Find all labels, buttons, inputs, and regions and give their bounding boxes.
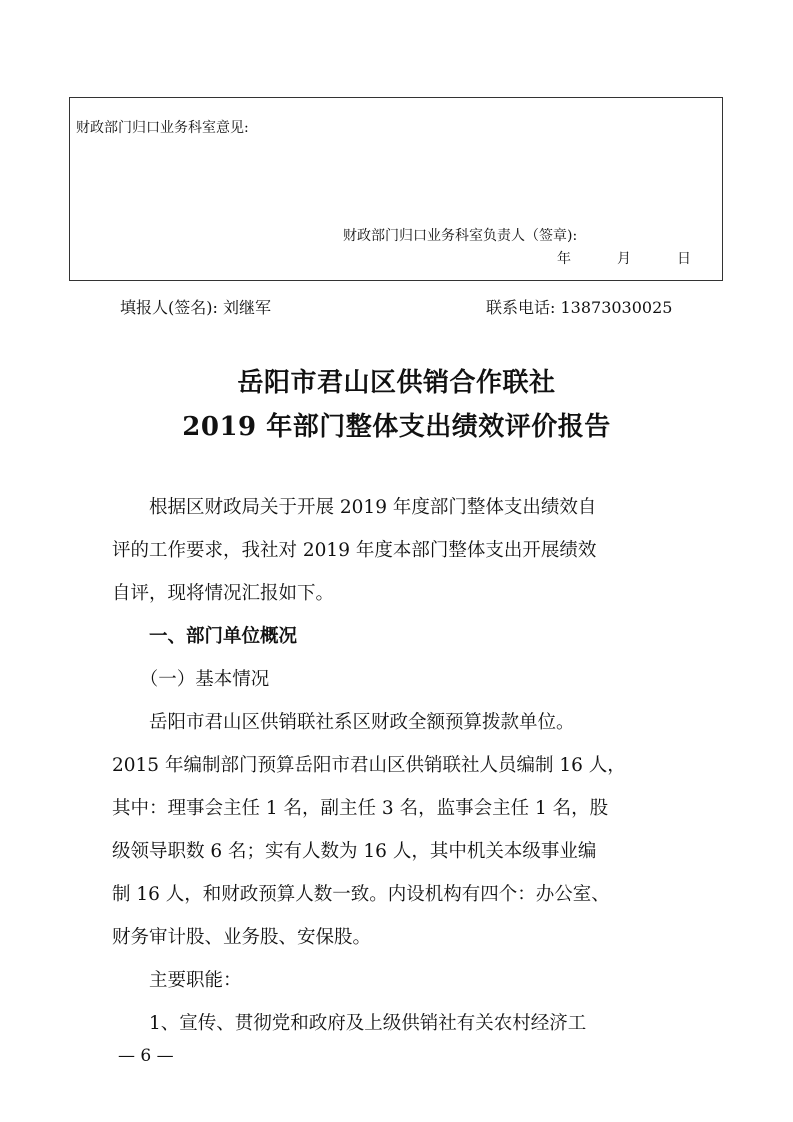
contact-phone: 联系电话: 13873030025 — [486, 298, 673, 317]
section-heading: 一、部门单位概况 — [112, 626, 298, 647]
date-day: 日 — [677, 251, 691, 267]
subsection-heading: （一）基本情况 — [112, 669, 270, 690]
report-title-line-2: 2019 年部门整体支出绩效评价报告 — [182, 412, 611, 442]
signature-label: 财政部门归口业务科室负责人（签章): — [343, 228, 578, 244]
body-line: 2015 年编制部门预算岳阳市君山区供销联社人员编制 16 人， — [112, 755, 626, 776]
approval-box — [69, 97, 723, 281]
body-line: 1、宣传、贯彻党和政府及上级供销社有关农村经济工 — [112, 1013, 587, 1034]
filler-signature: 填报人(签名): 刘继军 — [120, 298, 271, 317]
body-line: 评的工作要求，我社对 2019 年度本部门整体支出开展绩效 — [112, 540, 597, 561]
date-year: 年 — [557, 251, 571, 267]
date-line — [557, 248, 691, 268]
body-line: 主要职能： — [112, 970, 242, 991]
body-line: 岳阳市君山区供销联社系区财政全额预算拨款单位。 — [112, 712, 575, 733]
body-line: 自评，现将情况汇报如下。 — [112, 583, 335, 604]
body-line: 其中：理事会主任 1 名，副主任 3 名，监事会主任 1 名，股 — [112, 798, 609, 819]
body-line: 制 16 人，和财政预算人数一致。内设机构有四个：办公室、 — [112, 884, 610, 905]
body-line: 财务审计股、业务股、安保股。 — [112, 927, 372, 948]
body-line: 级领导职数 6 名；实有人数为 16 人，其中机关本级事业编 — [112, 841, 597, 862]
report-title-line-1: 岳阳市君山区供销合作联社 — [237, 368, 556, 398]
page-number: — 6 — — [118, 1046, 174, 1066]
body-line: 根据区财政局关于开展 2019 年度部门整体支出绩效自 — [112, 497, 597, 518]
opinion-label: 财政部门归口业务科室意见: — [76, 120, 249, 136]
date-month: 月 — [617, 251, 631, 267]
